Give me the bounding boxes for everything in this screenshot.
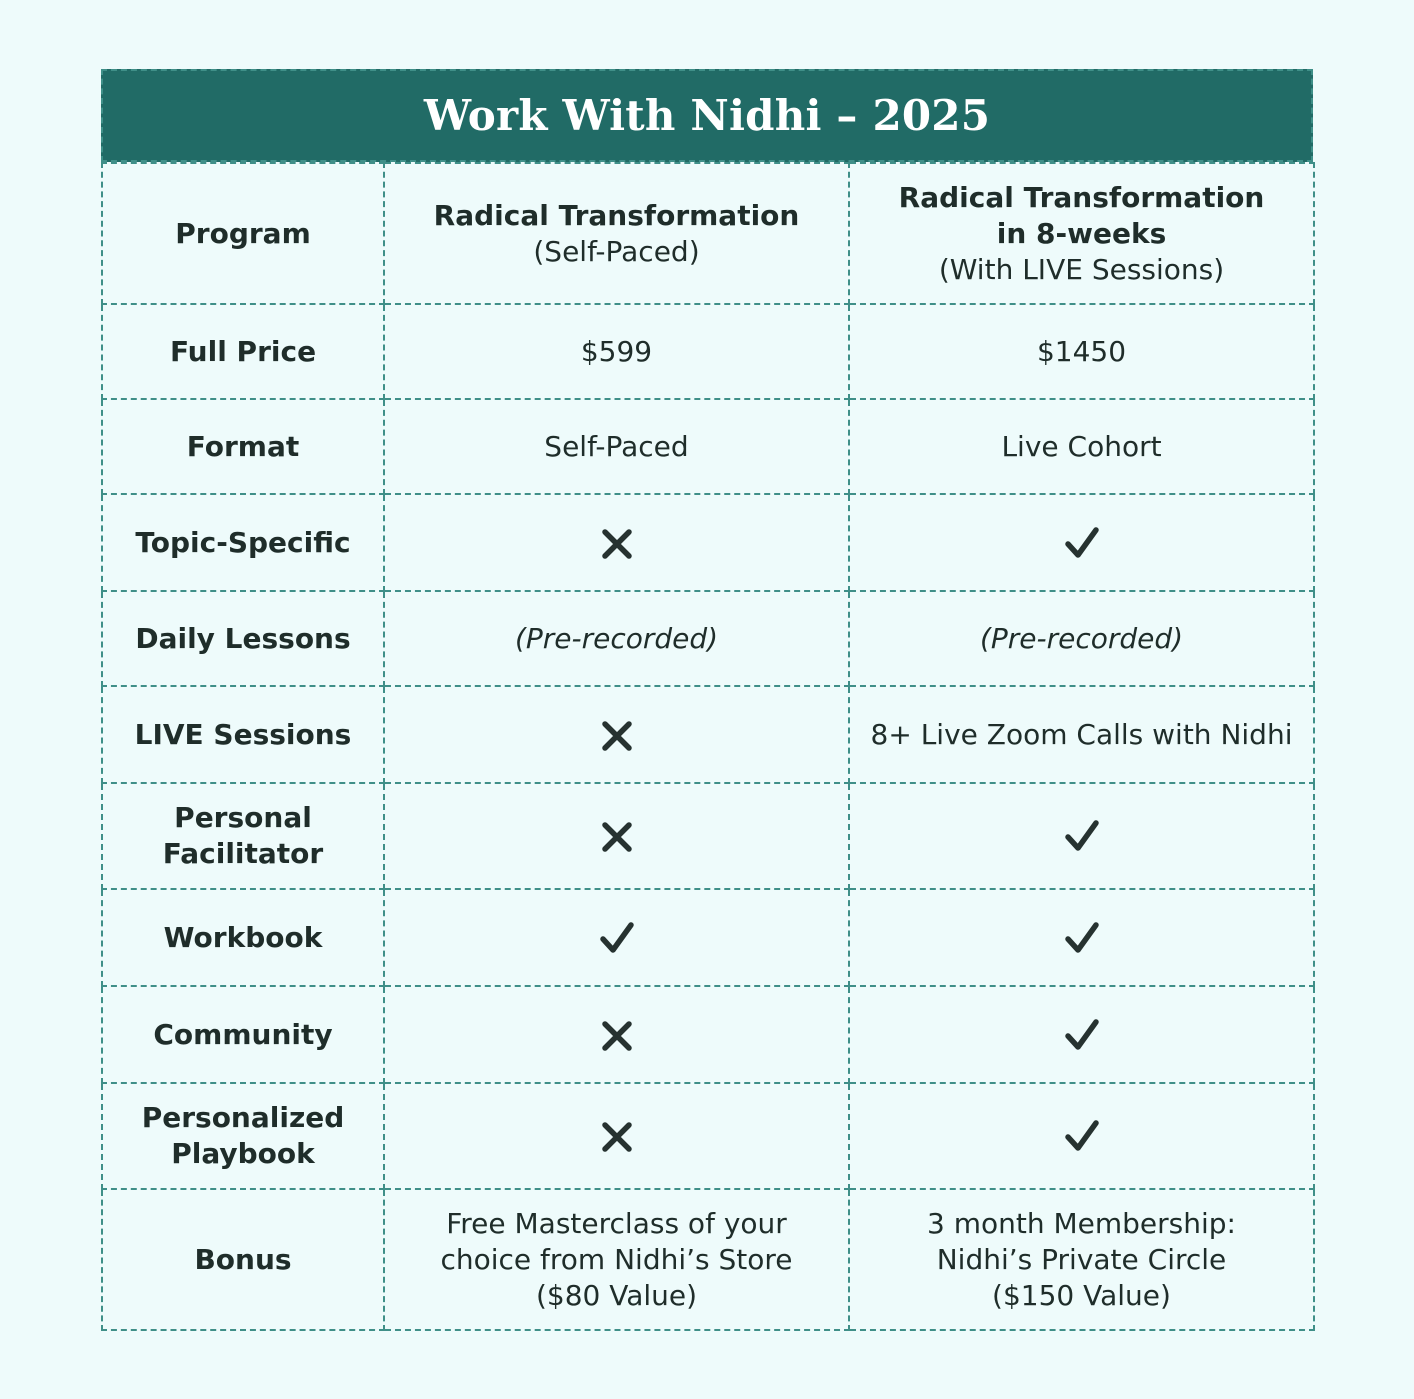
cross-icon: [601, 528, 633, 560]
title-banner: [101, 69, 1313, 162]
program-name-line2: in 8-weeks: [996, 216, 1167, 250]
workbook-self-paced: [384, 889, 849, 986]
bonus-live-cohort: [849, 1189, 1314, 1330]
row-label-line1: Personal: [174, 801, 312, 834]
row-label: [102, 1083, 384, 1189]
row-label: Full Price: [102, 304, 384, 399]
playbook-live-cohort: [849, 1083, 1314, 1189]
table-row: [102, 986, 1314, 1083]
program-live-cohort: [849, 163, 1314, 304]
checkmark-icon: [1063, 817, 1101, 855]
table-row: [102, 399, 1314, 494]
cross-icon: [601, 720, 633, 752]
bonus-line2: choice from Nidhi’s Store: [440, 1242, 793, 1276]
row-label: Workbook: [102, 889, 384, 986]
program-self-paced: [384, 163, 849, 304]
row-label: Community: [102, 986, 384, 1083]
community-self-paced: [384, 986, 849, 1083]
table-row: [102, 686, 1314, 783]
bonus-line1: Free Masterclass of your: [446, 1206, 787, 1240]
table-row: [102, 1189, 1314, 1330]
topic-specific-self-paced: [384, 494, 849, 591]
cross-icon: [601, 821, 633, 853]
row-label: Topic-Specific: [102, 494, 384, 591]
bonus-line3: ($80 Value): [535, 1278, 698, 1312]
program-name: Radical Transformation: [433, 198, 800, 232]
facilitator-self-paced: [384, 783, 849, 889]
row-label: Bonus: [102, 1189, 384, 1330]
table-row: [102, 163, 1314, 304]
facilitator-live-cohort: [849, 783, 1314, 889]
cross-icon: [601, 1121, 633, 1153]
community-live-cohort: [849, 986, 1314, 1083]
bonus-self-paced: [384, 1189, 849, 1330]
daily-lessons-live-cohort: (Pre-recorded): [849, 591, 1314, 686]
program-name: Radical Transformation: [898, 180, 1265, 214]
live-sessions-live-cohort: 8+ Live Zoom Calls with Nidhi: [849, 686, 1314, 783]
table-row: [102, 1083, 1314, 1189]
row-label: [102, 783, 384, 889]
checkmark-icon: [598, 919, 636, 957]
daily-lessons-self-paced: (Pre-recorded): [384, 591, 849, 686]
bonus-line2: Nidhi’s Private Circle: [936, 1242, 1227, 1276]
row-label: LIVE Sessions: [102, 686, 384, 783]
row-label-line2: Playbook: [171, 1137, 315, 1170]
page-title: Work With Nidhi – 2025: [423, 91, 991, 140]
comparison-table: [101, 162, 1315, 1331]
table-row: [102, 494, 1314, 591]
checkmark-icon: [1063, 919, 1101, 957]
format-live-cohort: Live Cohort: [849, 399, 1314, 494]
cross-icon: [601, 1020, 633, 1052]
price-live-cohort: $1450: [849, 304, 1314, 399]
comparison-card: [101, 69, 1313, 1331]
table-row: [102, 889, 1314, 986]
format-self-paced: Self-Paced: [384, 399, 849, 494]
table-row: [102, 783, 1314, 889]
live-sessions-self-paced: [384, 686, 849, 783]
checkmark-icon: [1063, 1117, 1101, 1155]
table-row: [102, 304, 1314, 399]
checkmark-icon: [1063, 524, 1101, 562]
table-row: [102, 591, 1314, 686]
bonus-line1: 3 month Membership:: [927, 1206, 1236, 1240]
bonus-line3: ($150 Value): [992, 1278, 1171, 1312]
row-label: Format: [102, 399, 384, 494]
row-label: Daily Lessons: [102, 591, 384, 686]
row-label: Program: [102, 163, 384, 304]
price-self-paced: $599: [384, 304, 849, 399]
row-label-line1: Personalized: [141, 1101, 345, 1134]
row-label-line2: Facilitator: [162, 837, 324, 870]
program-subtitle: (With LIVE Sessions): [938, 252, 1225, 286]
topic-specific-live-cohort: [849, 494, 1314, 591]
checkmark-icon: [1063, 1016, 1101, 1054]
program-subtitle: (Self-Paced): [533, 234, 700, 268]
workbook-live-cohort: [849, 889, 1314, 986]
playbook-self-paced: [384, 1083, 849, 1189]
